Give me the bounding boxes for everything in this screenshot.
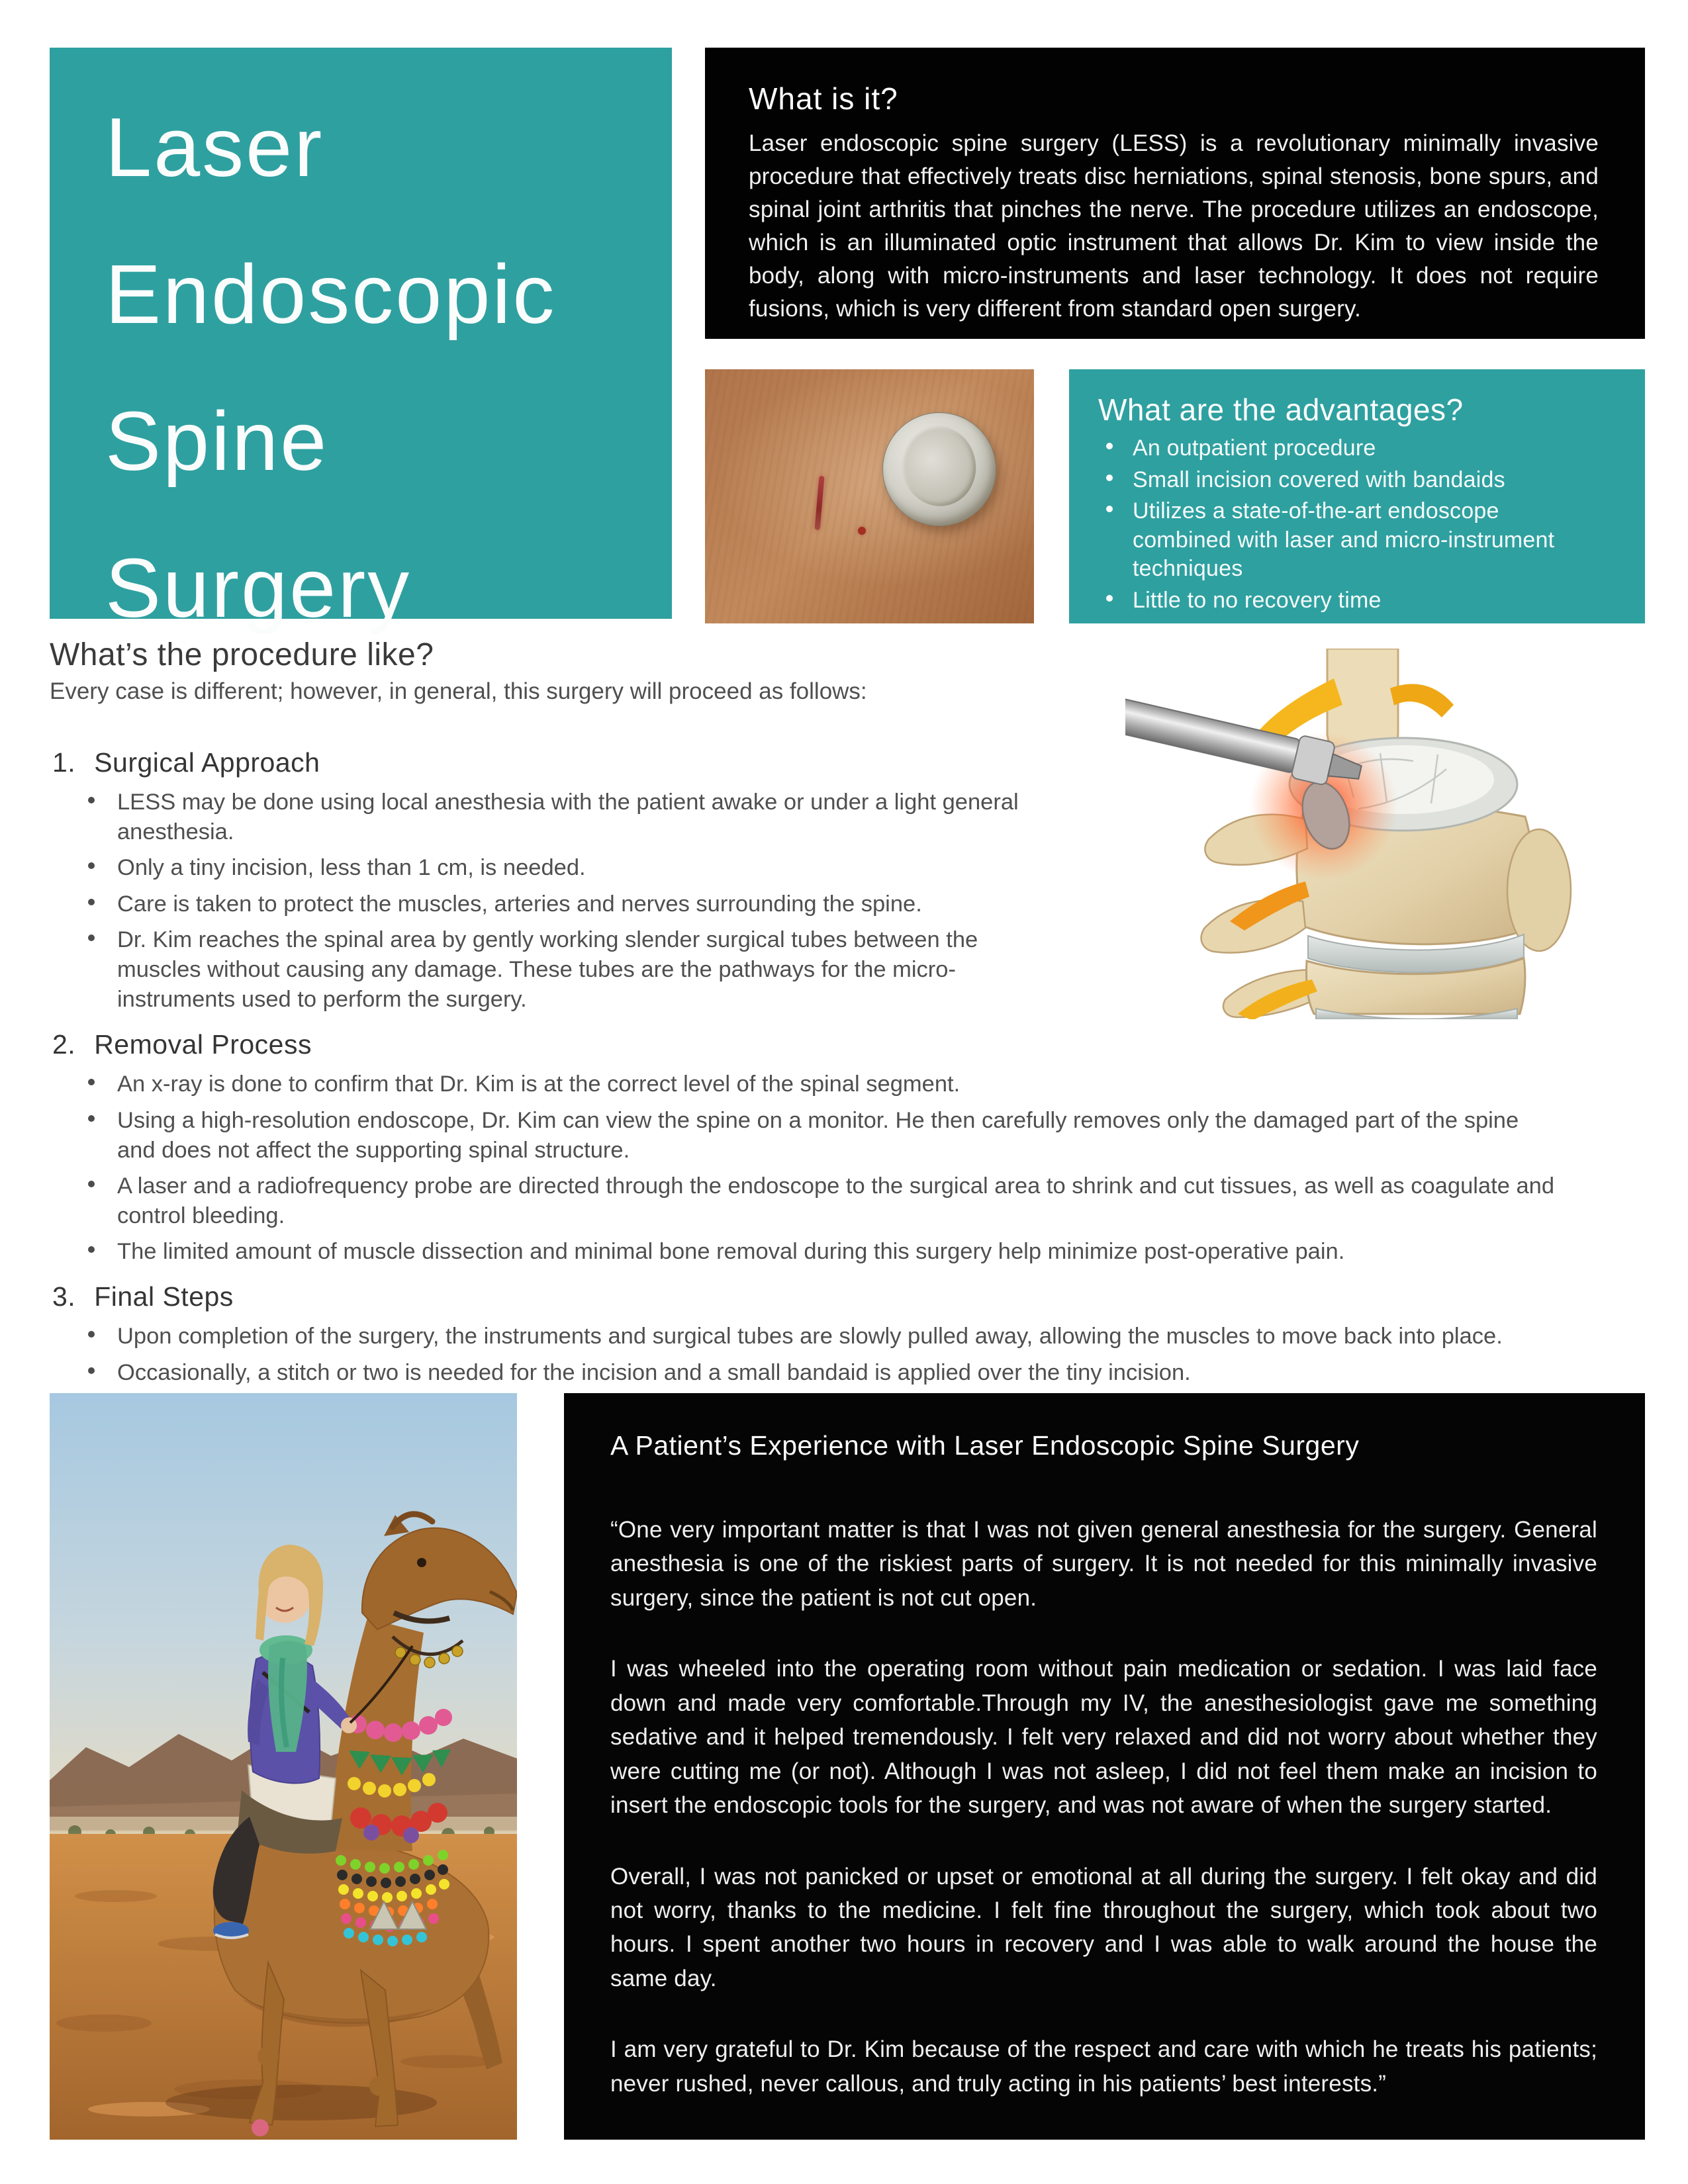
- bullet-icon: [88, 1115, 95, 1122]
- dime-torch-detail: [921, 439, 959, 500]
- what-is-it-body: Laser endoscopic spine surgery (LESS) is a revolutionary minimally invasive procedure that effectively treats disc herniations, spinal stenosis, bone spurs, and spinal joint arthritis that pinches the nerve. The procedure utilizes an endoscope, which is an illuminated optic instrument that allows Dr. Kim to view inside the body, along with micro-instruments and laser technology. It does not require fusions, which is very different from standard open surgery.: [749, 130, 1599, 322]
- list-item: Upon completion of the surgery, the instruments and surgical tubes are slowly pulled away, allowing the muscles to move back into place.: [88, 1322, 1648, 1351]
- list-item: The limited amount of muscle dissection and minimal bone removal during this surgery help minimize post-operative pain.: [88, 1237, 1648, 1267]
- step-title: 2. Removal Process: [52, 1029, 312, 1060]
- patient-experience-panel: [564, 1393, 1645, 2140]
- camel-eye: [417, 1558, 426, 1567]
- what-is-it-heading: What is it?: [749, 81, 898, 116]
- bullet-icon: [88, 899, 95, 905]
- what-is-it-panel: [705, 48, 1645, 339]
- list-item: Utilizes a state-of-the-art endoscope combined with laser and micro-instrument techniques: [1098, 497, 1620, 584]
- bullet-icon: [88, 1079, 95, 1085]
- bullet-icon: [88, 1367, 95, 1374]
- spine-illustration-svg: [1125, 649, 1589, 1019]
- list-item: LESS may be done using local anesthesia with the patient awake or under a light general anesthesia.: [88, 788, 1648, 847]
- advantages-panel: [1069, 369, 1645, 623]
- page-title-line: Surgery: [105, 541, 412, 635]
- advantages-heading: What are the advantages?: [1098, 392, 1464, 427]
- bullet-icon: [88, 862, 95, 869]
- page-title-line: Spine: [105, 394, 329, 488]
- list-item: Occasionally, a stitch or two is needed for the incision and a small bandaid is applied over the tiny incision.: [88, 1358, 1648, 1388]
- list-item: Care is taken to protect the muscles, arteries and nerves surrounding the spine.: [88, 889, 1648, 919]
- facet-joint: [1507, 829, 1571, 951]
- nerve-root-top-right: [1390, 684, 1454, 717]
- incision-dot: [858, 527, 866, 535]
- step-title: 1. Surgical Approach: [52, 747, 320, 778]
- procedure-step-3: [50, 1281, 1648, 1387]
- camel-photo-svg: [50, 1393, 517, 2140]
- list-item: Only a tiny incision, less than 1 cm, is needed.: [88, 853, 1648, 883]
- patient-quote-paragraph: “One very important matter is that I was not given general anesthesia for the surgery. General anesthesia is one of the riskiest parts of surgery. It is not needed for this minimally invasive surgery, since the patient is not cut open.: [610, 1517, 1597, 1611]
- bullet-icon: [88, 1246, 95, 1253]
- list-item: An x-ray is done to confirm that Dr. Kim is at the correct level of the spinal segment.: [88, 1069, 1648, 1099]
- bullet-icon: [1106, 595, 1113, 602]
- procedure-intro: Every case is different; however, in general, this surgery will proceed as follows:: [50, 678, 867, 704]
- bullet-icon: [1106, 443, 1113, 449]
- list-item: Little to no recovery time: [1098, 586, 1620, 615]
- bullet-icon: [1106, 506, 1113, 512]
- patient-quote-paragraph: I am very grateful to Dr. Kim because of the respect and care with which he treats his patients; never rushed, never callous, and truly acting in his patients’ best interests.”: [610, 2036, 1597, 2097]
- incision-dime-photo: [705, 369, 1034, 623]
- bullet-icon: [88, 1331, 95, 1338]
- step-title: 3. Final Steps: [52, 1281, 234, 1312]
- list-item: Using a high-resolution endoscope, Dr. Kim can view the spine on a monitor. He then carefully removes only the damaged part of the spine and does not affect the supporting spinal structure.: [88, 1106, 1648, 1165]
- patient-quote-paragraph: I was wheeled into the operating room without pain medication or sedation. I was laid face down and made very comfortable.Through my IV, the anesthesiologist gave me something sedative and it helped tremendously. I felt very relaxed and did not worry about whether they were cutting me (or not). Although I was not asleep, I did not feel them make an incision to insert the endoscopic tools for the surgery, and was not aware of when the surgery started.: [610, 1656, 1597, 1819]
- list-item: A laser and a radiofrequency probe are directed through the endoscope to the surgical area to shrink and cut tissues, as well as coagulate and control bleeding.: [88, 1171, 1648, 1231]
- list-item: Small incision covered with bandaids: [1098, 466, 1620, 495]
- procedure-heading: What’s the procedure like?: [50, 637, 434, 672]
- page-title-line: Endoscopic: [105, 248, 557, 341]
- page-title-line: Laser: [105, 101, 324, 194]
- title-panel: [50, 48, 672, 635]
- patient-experience-heading: A Patient’s Experience with Laser Endoscopic Spine Surgery: [610, 1430, 1360, 1461]
- bullet-icon: [88, 1181, 95, 1187]
- list-item: Dr. Kim reaches the spinal area by gently working slender surgical tubes between the muscles without causing any damage. These tubes are the pathways for the micro-instruments used to perform the surgery.: [88, 925, 1648, 1015]
- spine-endoscope-illustration: [1125, 649, 1589, 1019]
- dime-coin: [882, 412, 996, 526]
- incision-mark: [814, 476, 824, 530]
- patient-quote-paragraph: Overall, I was not panicked or upset or emotional at all during the surgery. I felt okay and did not worry, thanks to the medicine. I felt fine throughout the surgery, which took about two hours. I spent another two hours in recovery and I was able to walk around the house the same day.: [610, 1863, 1597, 1991]
- patient-camel-photo: [50, 1393, 517, 2140]
- list-item: An outpatient procedure: [1098, 434, 1620, 463]
- bullet-icon: [1106, 475, 1113, 481]
- procedure-step-2: [50, 1029, 1648, 1267]
- bullet-icon: [88, 934, 95, 941]
- bullet-icon: [88, 797, 95, 803]
